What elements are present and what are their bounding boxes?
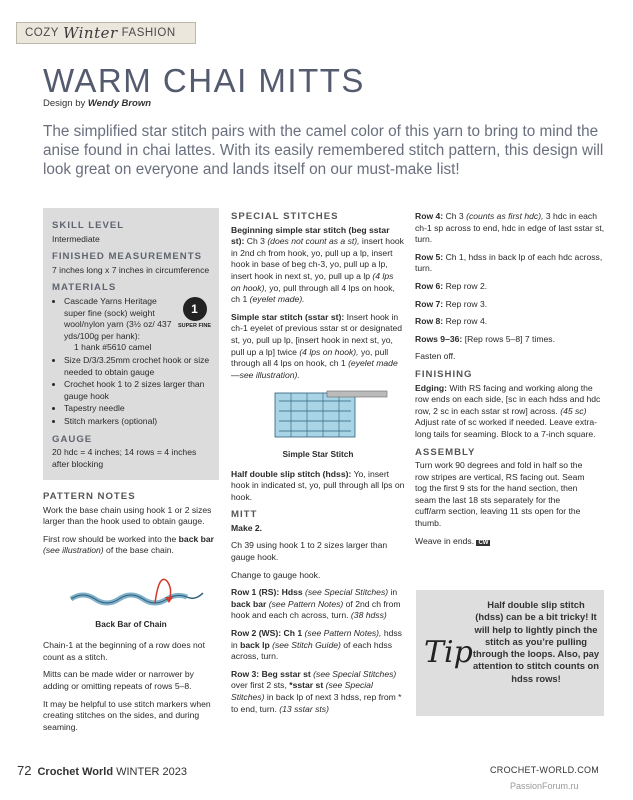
list-item: • Size D/3/3.25mm crochet hook or size needed to obtain gauge xyxy=(64,355,212,378)
intro-paragraph: The simplified star stitch pairs with the camel color of this yarn to bring to mind the anise found in chai lattes. With its easily remembered stitch pattern, this design will look great on everyone and lands itself on our must-make list! xyxy=(43,123,604,178)
back-bar-chain-illustration xyxy=(43,563,219,613)
column-right: Row 4: Ch 3 (counts as first hdc), 3 hdc in each ch-1 sp across to end, hdc in edge of last sstar st, turn. Row 5: Ch 1, hdss in back lp of each hdc across, turn. Row 6: Rep row 2. Row 7: Rep row 3. Row 8: Rep row 4. Rows 9–36: [Rep rows 5–8] 7 times. Fasten off. FINISHING Edging: With RS facing and working along the row ends on each side, [sc in each hdss and hdc row, 2 sc in each sstar st row] across. (45 sc) Adjust rate of sc worked if needed. Leave extra-long tails for seaming. Block to a 7-inch square. ASSEMBLY Turn work 90 degrees and fold in half so the row stripes are vertical, RS facing out. Seam tog the first 9 sts for the hand section, then seam the last 18 sts separately for the cuff/arm section, leaving 11 sts open for the thumb. Weave in ends. CW xyxy=(415,211,607,555)
gauge: 20 hdc = 4 inches; 14 rows = 4 inches after blocking xyxy=(52,447,197,469)
star-stitch-illustration xyxy=(231,387,405,443)
assembly-heading: ASSEMBLY xyxy=(415,446,476,458)
materials-heading: MATERIALS xyxy=(52,282,117,294)
list-item: • Tapestry needle xyxy=(64,403,212,415)
header-cozy: COZY xyxy=(25,27,59,39)
column-middle: SPECIAL STITCHES Beginning simple star stitch (beg sstar st): Ch 3 (does not count as a st), insert hook in 2nd ch from hook, yo, pull up a lp, insert hook in base of beg ch-3, yo, pull up a lp, insert hook in next st, yo, pull up a lp (4 lps on hook), yo, pull through all 4 lps on hook, ch 1 (eyelet made). Simple star stitch (sstar st): Insert hook in ch-1 eyelet of previous sstar st or designated st, yo, pull up lp, [insert hook in next st, yo, pull up a lp] twice (4 lps on hook), yo, pull through all 4 lps on hook, ch 1 (eyelet made—see illustration). Simple Star Stitch Half double slip stitch (hdss): Yo, insert hook in indicated st, yo, pull through all lps on hook. MITT Make 2. Ch 39 using hook 1 to 2 sizes larger than gauge hook. Change to gauge hook. Row 1 (RS): Hdss (see Special Stitches) in back bar (see Pattern Notes) of 2nd ch from hook and each ch across, turn. (38 hdss) Row 2 (WS): Ch 1 (see Pattern Notes), hdss in back lp (see Stitch Guide) of each hdss across, turn. Row 3: Beg sstar st (see Special Stitches) over first 2 sts, *sstar st (see Special Stitches) in back lp of next 3 hdss, rep from * to end, turn. (13 sstar sts) xyxy=(231,211,405,714)
gauge-heading: GAUGE xyxy=(52,433,93,445)
skill-level: Intermediate xyxy=(52,233,100,244)
sidebar-content xyxy=(52,220,212,476)
figure-caption: Back Bar of Chain xyxy=(95,618,167,629)
watermark: PassionForum.ru xyxy=(510,781,579,791)
pattern-notes: PATTERN NOTES Work the base chain using hook 1 or 2 sizes larger than the hook used to obtain gauge. First row should be worked into the back bar (see illustration) of the base chain. Back Bar of Chain Chain-1 at the beginning of a row does not count as a stitch. Mitts can be made wider or narrower by adding or omitting repeats of rows 5–8. It may be helpful to use stitch markers when creating stitches on the sides, and during seaming. xyxy=(43,491,219,739)
section-header xyxy=(16,22,196,44)
measurements: 7 inches long x 7 inches in circumference xyxy=(52,264,210,275)
yarn-weight-icon: 1 SUPER FINE xyxy=(178,297,211,329)
byline: Design by Wendy Brown xyxy=(43,98,152,109)
header-fashion: FASHION xyxy=(121,27,176,39)
header-winter: Winter xyxy=(62,24,118,42)
figure-caption: Simple Star Stitch xyxy=(282,448,354,459)
page-title: WARM CHAI MITTS xyxy=(43,62,365,99)
list-item: • Crochet hook 1 to 2 sizes larger than gauge hook xyxy=(64,379,212,402)
special-stitches-heading: SPECIAL STITCHES xyxy=(231,211,339,222)
skill-heading: SKILL LEVEL xyxy=(52,220,125,231)
footer-left: 72 Crochet World WINTER 2023 xyxy=(17,763,188,778)
footer-site: CROCHET-WORLD.COM xyxy=(490,765,600,775)
finishing-heading: FINISHING xyxy=(415,368,473,380)
cw-logo: CW xyxy=(478,539,489,546)
designer-name: Wendy Brown xyxy=(87,98,152,109)
tip-label: Tip xyxy=(424,635,473,670)
list-item: • Cascade Yarns Heritage super fine (sock) weight wool/nylon yarn (3½ oz/ 437 yds/100g per hank): 1 hank #5610 camel xyxy=(64,296,176,354)
measurements-heading: FINISHED MEASUREMENTS xyxy=(52,251,202,263)
tip-text: Half double slip stitch (hdss) can be a bit tricky! It will help to lightly pinch the stitch as you’re pulling through the loops. Also, pay attention to stitch counts on hdss rows! xyxy=(472,599,600,684)
list-item: • Stitch markers (optional) xyxy=(64,416,212,428)
mitt-heading: MITT xyxy=(231,509,258,521)
notes-heading: PATTERN NOTES xyxy=(43,491,136,502)
page-number: 72 xyxy=(17,763,32,778)
